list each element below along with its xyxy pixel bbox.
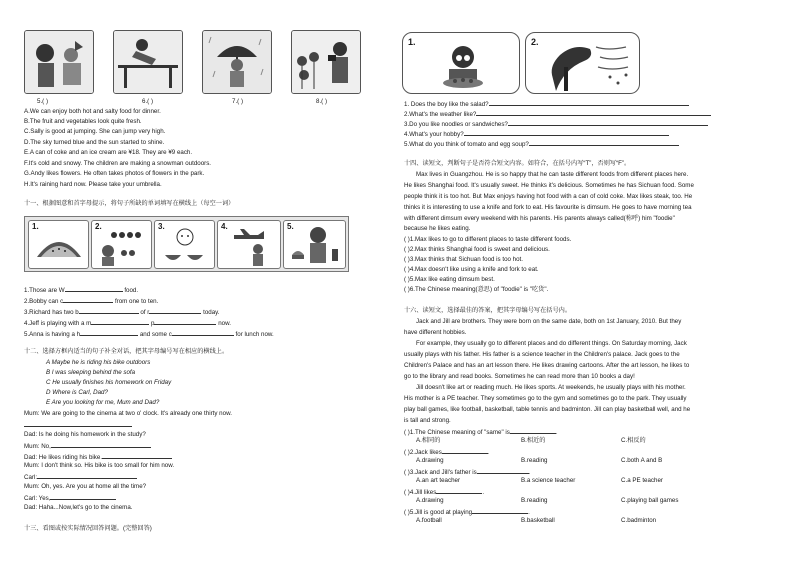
mc-question: ( )5.Jill is good at playing . [404,509,530,516]
fill-text: from one to ten. [114,298,159,305]
fill-text: for lunch now. [235,331,274,338]
mc-option: A.drawing [416,497,444,504]
picture-2-windy-tree [525,32,640,94]
answer-blank[interactable] [464,129,669,136]
answer-blank[interactable] [476,109,711,116]
question-line [404,99,689,109]
dialogue-line: Mum: I don't think so. His bike is too small for him now. [24,462,175,469]
option-line: D.The sky turned blue and the sun started to shine. [24,139,165,146]
picture-8-photos-of-flowers [291,30,361,94]
mc-question-text: ( )4.Jill likes [404,489,437,496]
passage-2-line: play ball games, like football, basketball, table tennis and badminton. Jill can play basketball well, and he [404,406,691,413]
dialogue-line [24,493,116,503]
answer-blank[interactable] [510,427,556,434]
fill-text: and some c [139,331,172,338]
fill-text: 4.Jeff is playing with a m [24,320,92,327]
mc-option: B.basketball [521,517,555,524]
answer-blank[interactable] [102,452,172,459]
option-line: B.The fruit and vegetables look quite fresh. [24,118,142,125]
passage-2-line: Children's Palace and has an art lesson there. He likes drawing cartoons. After the art lesson, he likes to [404,362,690,369]
fill-line-1 [24,285,138,295]
question-line [404,139,679,149]
section-12-option: D Where is Carl, Dad? [46,389,108,396]
answer-blank[interactable] [63,296,113,303]
picture-number: 2. [531,37,539,47]
picture-5-children-snowman [24,30,94,94]
dialogue-line: Dad: Haha...Now,let's go to the cinema. [24,504,133,511]
fill-text: 1.Those are W [24,287,65,294]
dialogue-text: Dad: He likes riding his bike. [24,454,103,461]
mc-question: ( )4.Jill likes . [404,489,485,496]
section-12-option: E Are you looking for me, Mum and Dad? [46,399,160,406]
fill-text: p [151,320,155,327]
option-line: F.It's cold and snowy. The children are making a snowman outdoors. [24,160,212,167]
section-12-title: 十二、选择方框内适当的句子补全对话，把其字母编号写在相应的横线上。 [24,348,229,355]
question-text: 5.What do you think of tomato and egg soup? [404,141,529,148]
strip-number: 4. [221,222,228,231]
picture-7-umbrella-rain [202,30,272,94]
fill-text: 3.Richard has two b [24,309,79,316]
fill-line-3 [24,307,220,317]
passage-2-line: is tall and strong. [404,417,451,424]
option-line: C.Sally is good at jumping. She can jump very high. [24,128,166,135]
answer-blank[interactable] [65,285,123,292]
answer-blank[interactable] [51,441,151,448]
passage-1-line: He likes Shanghai food. It's usually sweet. He thinks it's delicious. Sometimes he has Sichuan food. Some [404,182,694,189]
mc-option: B.reading [521,497,548,504]
section-12-option: C He usually finishes his homework on Friday [46,379,172,386]
passage-2-line: go to the library and read books. Sometimes he can read more than 10 books a day! [404,373,635,380]
strip-cell-4-model-plane [217,220,281,269]
option-line: E.A can of coke and an ice cream are ¥18. They are ¥9 each. [24,149,193,156]
question-text: 2.What's the weather like? [404,111,477,118]
section-16-title: 十六、读短文，选择最佳的答案，把其字母编号写在括号内。 [404,307,572,314]
mc-question-text: ( )2.Jack likes [404,449,442,456]
strip-cell-3-bowls-of-rice [154,220,215,269]
passage-1-line: people think it is too hot. But Max enjoys having hot food with a can of cold coke. Max likes steak, too. He [404,193,693,200]
picture-6-girl-jumping [113,30,183,94]
option-line: G.Andy likes flowers. He often takes photos of flowers in the park. [24,170,205,177]
passage-2-line: Jill doesn't like art or reading much. He likes sports. At weekends, he usually plays with his mother. [416,384,686,391]
answer-blank[interactable] [79,307,139,314]
true-false-item: ( )2.Max thinks Shanghai food is sweet and delicious. [404,246,550,253]
true-false-item: ( )5.Max like eating dimsum best. [404,276,495,283]
mc-option: C.a PE teacher [621,477,663,484]
answer-blank[interactable] [80,329,138,336]
dialogue-text: Carl: [24,474,38,481]
mc-option: C.badminton [621,517,657,524]
dialogue-text: Carl: Yes, [24,495,51,502]
dialogue-line [24,452,172,462]
mc-option: A.相同的 [416,437,441,444]
option-line: A.We can enjoy both hot and salty food for dinner. [24,108,161,115]
passage-2-line: Jack and Jill are brothers. They were born on the same date, both on 1st January, 2010. But they [416,318,682,325]
picture-number: 1. [408,37,416,47]
dialogue-answer-line [24,420,132,430]
mc-option: B.a science teacher [521,477,576,484]
fill-text: 5.Anna is having a h [24,331,81,338]
fill-line-5 [24,329,274,339]
question-line [404,129,669,139]
question-text: 3.Do you like noodles or sandwiches? [404,121,508,128]
mc-question-text: ( )5.Jill is good at playing [404,509,473,516]
picture-label-7: 7.( ) [232,98,244,105]
picture-label-8: 8.( ) [316,98,328,105]
mc-option: A.an art teacher [416,477,461,484]
dialogue-line [24,441,151,451]
option-line: H.It's raining hard now. Please take your umbrella. [24,181,162,188]
picture-1-boy-with-salad [402,32,520,94]
question-line [404,119,708,129]
dialogue-line: Mum: We are going to the cinema at two o' clock. It's already one thirty now. [24,410,232,417]
answer-blank[interactable] [91,318,149,325]
section-11-picture-strip [24,216,349,272]
picture-label-6: 6.( ) [142,98,154,105]
dialogue-line [24,472,137,482]
answer-blank[interactable] [50,493,116,500]
section-11-title: 十一、根据图意和首字母提示，将句子所缺的单词填写在横线上（每空一词） [24,200,235,207]
strip-number: 2. [95,222,102,231]
question-text: 4.What's your hobby? [404,131,464,138]
mc-option: C.相反的 [621,437,646,444]
answer-blank[interactable] [529,139,679,146]
fill-text: of r [140,309,150,316]
fill-text: food. [124,287,139,294]
mc-option: A.drawing [416,457,444,464]
section-13-title: 十三、看图或按实际情况回答问题。(完整回答) [24,525,152,532]
passage-2-line: For example, they usually go to different places and do different things. On Saturday morning, Jack [416,340,687,347]
passage-2-line: have different hobbies. [404,329,467,336]
mc-option: B.相近的 [521,437,546,444]
answer-blank[interactable] [477,467,529,474]
strip-cell-1-watermelon [28,220,89,269]
mc-option: C.both A and B [621,457,663,464]
answer-blank[interactable] [489,99,689,106]
section-12-option: B I was sleeping behind the sofa [46,369,136,376]
fill-text: 2.Bobby can c [24,298,64,305]
section-14-title: 十四、读短文，判断句子是否符合短文内容。如符合，在括号内写“T”，否则写“F”。 [404,160,631,167]
answer-blank[interactable] [24,420,132,427]
true-false-item: ( )4.Max doesn't like using a knife and fork to eat. [404,266,539,273]
true-false-item: ( )6.The Chinese meaning(意思) of "foodie" is "吃货". [404,286,549,293]
fill-line-2 [24,296,158,306]
answer-blank[interactable] [149,307,201,314]
passage-1-line: Max lives in Guangzhou. He is so happy that he can taste different foods from different places here. [416,171,689,178]
dialogue-line: Dad: Is he doing his homework in the study? [24,431,146,438]
dialogue-line: Mum: Oh, yes. Are you at home all the time? [24,483,147,490]
strip-number: 5. [287,222,294,231]
passage-1-line: thinks it is interesting to use a knife and fork to eat. His favourite is dimsum. He goes to have morning tea [404,204,692,211]
question-line [404,109,711,119]
strip-number: 3. [158,222,165,231]
passage-2-line: His mother is a PE teacher. They sometimes go to the gym and sometimes go to the park. They usually [404,395,687,402]
fill-text: today. [203,309,220,316]
picture-label-5: 5.( ) [37,98,49,105]
passage-1-line: with different dimsum every weekend with his parents. His parents always called(称呼) him "foodie" [404,215,675,222]
mc-question: ( )1.The Chinese meaning of "same" is . [404,429,558,436]
answer-blank[interactable] [436,487,482,494]
answer-blank[interactable] [508,119,708,126]
strip-cell-2-counting [91,220,152,269]
answer-blank[interactable] [472,507,528,514]
dialogue-text: Mum: No, [24,443,51,450]
mc-question-text: ( )3.Jack and Jill's father is [404,469,477,476]
passage-2-line: usually plays with his father. His father is a science teacher in the Children's palace. Jack goes to the [404,351,680,358]
section-12-option: A Maybe he is riding his bike outdoors [46,359,151,366]
true-false-item: ( )1.Max likes to go to different places to taste different foods. [404,236,572,243]
answer-blank[interactable] [37,472,137,479]
answer-blank[interactable] [442,447,488,454]
mc-option: B.reading [521,457,548,464]
fill-line-4 [24,318,231,328]
mc-option: A.football [416,517,442,524]
true-false-item: ( )3.Max thinks that Sichuan food is too hot. [404,256,524,263]
fill-text: now. [218,320,231,327]
mc-option: C.playing ball games [621,497,679,504]
answer-blank[interactable] [172,329,234,336]
mc-question: ( )3.Jack and Jill's father is . [404,469,531,476]
strip-cell-5-hamburger-coke [283,220,346,269]
mc-question-text: ( )1.The Chinese meaning of "same" is [404,429,510,436]
mc-question: ( )2.Jack likes . [404,449,490,456]
passage-1-line: because he likes eating. [404,225,471,232]
question-text: 1. Does the boy like the salad? [404,101,489,108]
answer-blank[interactable] [154,318,216,325]
strip-number: 1. [32,222,39,231]
